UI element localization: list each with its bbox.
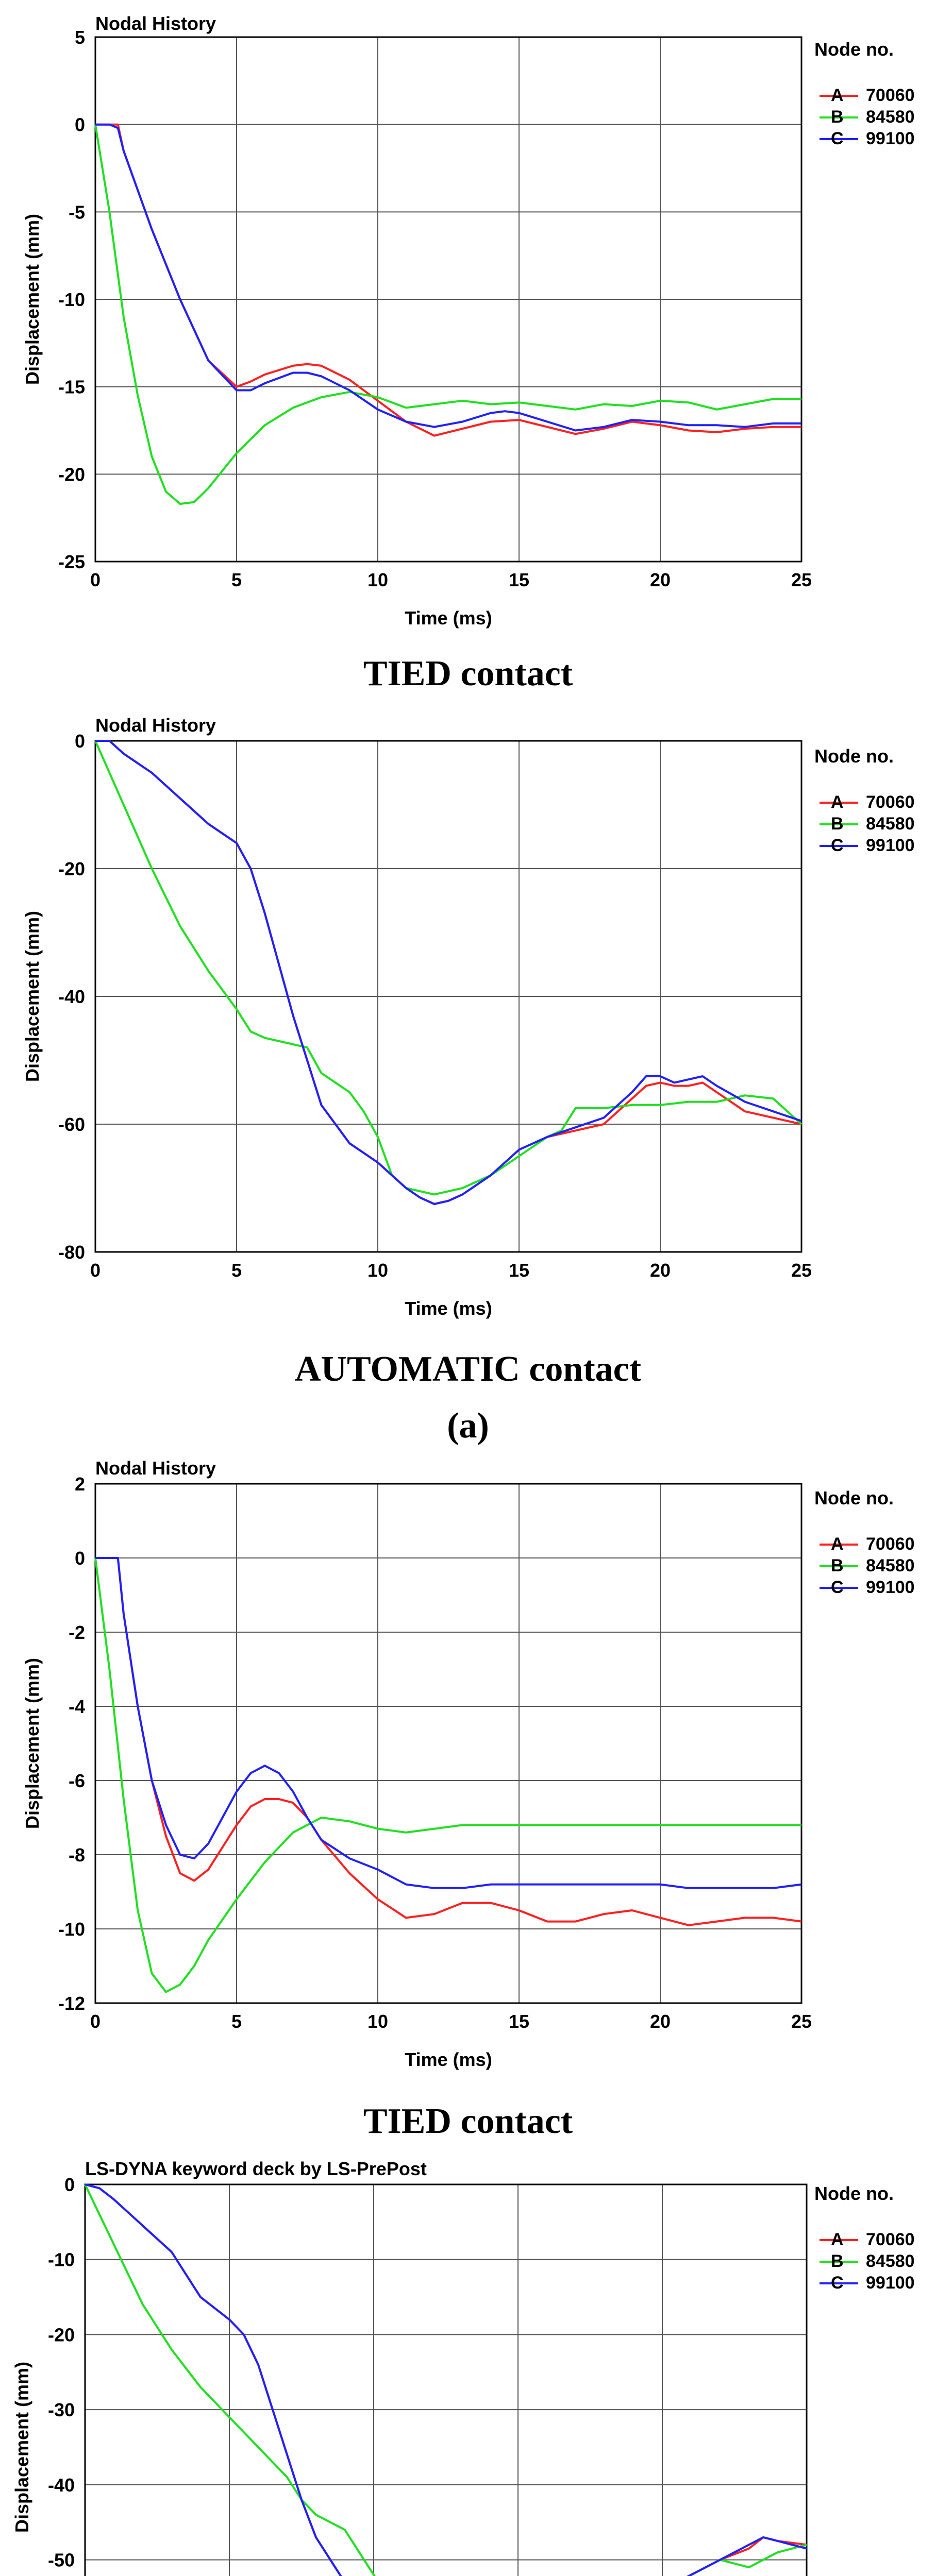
chart-0-legend-marker-0: A [831, 86, 844, 105]
chart-1-xtick-4: 20 [649, 1260, 671, 1281]
chart-2-xtick-3: 15 [508, 2011, 530, 2032]
chart-1-ytick-1: -20 [58, 858, 85, 879]
chart-3-legend-title: Node no. [814, 2183, 894, 2204]
chart-2-ytick-2: -2 [68, 1622, 85, 1643]
chart-3-legend-marker-0: A [831, 2230, 844, 2249]
chart-1-caption: AUTOMATIC contact [294, 1349, 642, 1389]
chart-1-ylabel: Displacement (mm) [22, 910, 43, 1082]
chart-0-ylabel: Displacement (mm) [22, 213, 43, 385]
chart-1-title: Nodal History [95, 715, 216, 736]
chart-1-legend-marker-1: B [831, 814, 844, 834]
chart-0-xlabel: Time (ms) [405, 607, 492, 629]
chart-1-xtick-5: 25 [791, 1260, 812, 1281]
chart-0-xtick-5: 25 [791, 569, 812, 590]
chart-0-ytick-5: -20 [58, 464, 85, 485]
chart-2-legend-label-2: 99100 [866, 1578, 915, 1597]
chart-2-xtick-5: 25 [791, 2011, 812, 2032]
chart-2-xtick-1: 5 [231, 2011, 242, 2032]
chart-0-legend-title: Node no. [814, 39, 894, 60]
chart-0-xtick-0: 0 [90, 569, 101, 590]
chart-2-title: Nodal History [95, 1458, 216, 1479]
chart-2-caption: TIED contact [363, 2102, 573, 2141]
chart-1-ytick-2: -40 [58, 986, 85, 1007]
chart-3-ytick-3: -30 [47, 2399, 75, 2421]
chart-2-xtick-4: 20 [649, 2011, 671, 2032]
chart-3-ytick-2: -20 [47, 2324, 75, 2346]
chart-1-xtick-0: 0 [90, 1260, 101, 1281]
chart-3-ytick-5: -50 [47, 2549, 75, 2571]
chart-1-legend-title: Node no. [814, 745, 894, 767]
chart-0-ytick-4: -15 [58, 376, 85, 398]
chart-2-legend-title: Node no. [814, 1487, 894, 1509]
chart-1-xtick-1: 5 [231, 1260, 242, 1281]
chart-1-ytick-3: -60 [58, 1114, 85, 1135]
chart-3-legend-marker-1: B [831, 2251, 844, 2271]
chart-2-legend-marker-2: C [831, 1578, 844, 1597]
chart-0-ytick-1: 0 [74, 114, 85, 135]
chart-1-legend-marker-2: C [831, 836, 844, 855]
chart-0-xtick-4: 20 [649, 569, 671, 590]
chart-3-ytick-1: -10 [47, 2249, 75, 2270]
chart-0-ytick-6: -25 [58, 551, 85, 572]
chart-2-ytick-4: -6 [68, 1770, 85, 1791]
chart-2-ytick-6: -10 [58, 1919, 85, 1940]
chart-0-legend-label-0: 70060 [866, 86, 915, 105]
chart-2-xtick-0: 0 [90, 2011, 101, 2032]
chart-0-legend-marker-2: C [831, 129, 844, 148]
chart-2-legend-label-1: 84580 [866, 1556, 915, 1575]
chart-1-xtick-2: 10 [367, 1260, 389, 1281]
chart-3-legend-label-2: 99100 [866, 2273, 915, 2293]
chart-3-ytick-0: 0 [64, 2174, 75, 2195]
chart-2-ylabel: Displacement (mm) [22, 1657, 43, 1829]
chart-3-ylabel: Displacement (mm) [11, 2361, 32, 2533]
chart-0-legend-label-2: 99100 [866, 129, 915, 148]
chart-0-xtick-2: 10 [367, 569, 389, 590]
chart-0-ytick-2: -5 [68, 201, 85, 223]
chart-3-legend-label-1: 84580 [866, 2251, 915, 2271]
chart-1-legend-label-0: 70060 [866, 792, 915, 812]
chart-2-legend-marker-0: A [831, 1534, 844, 1554]
chart-3-title: LS-DYNA keyword deck by LS-PrePost [85, 2158, 427, 2179]
chart-1-legend-marker-0: A [831, 792, 844, 812]
chart-0-caption: TIED contact [363, 654, 573, 693]
chart-2-legend-marker-1: B [831, 1556, 844, 1575]
chart-1-ytick-4: -80 [58, 1242, 85, 1263]
chart-1-xtick-3: 15 [508, 1260, 530, 1281]
chart-2-legend-label-0: 70060 [866, 1534, 915, 1554]
subfigure-label-a: (a) [447, 1406, 489, 1446]
chart-2-ytick-5: -8 [68, 1844, 85, 1866]
chart-0-title: Nodal History [95, 13, 216, 34]
chart-1-legend-label-2: 99100 [866, 836, 915, 855]
chart-3-legend-marker-2: C [831, 2273, 844, 2293]
chart-2-ytick-0: 2 [74, 1473, 85, 1495]
chart-0-legend-label-1: 84580 [866, 107, 915, 127]
chart-2-ytick-3: -4 [68, 1696, 85, 1717]
chart-2-ytick-1: 0 [74, 1548, 85, 1569]
chart-0-xtick-1: 5 [231, 569, 242, 590]
chart-0-xtick-3: 15 [508, 569, 530, 590]
chart-0-legend-marker-1: B [831, 107, 844, 127]
chart-3-ytick-4: -40 [47, 2474, 75, 2496]
chart-2-ytick-7: -12 [58, 1993, 85, 2014]
chart-2-xtick-2: 10 [367, 2011, 389, 2032]
chart-1-xlabel: Time (ms) [405, 1298, 492, 1319]
chart-1-legend-label-1: 84580 [866, 814, 915, 834]
chart-0-ytick-0: 5 [74, 27, 85, 48]
chart-0-ytick-3: -10 [58, 289, 85, 310]
chart-3-legend-label-0: 70060 [866, 2230, 915, 2249]
chart-1-ytick-0: 0 [74, 731, 85, 752]
chart-2-xlabel: Time (ms) [405, 2049, 492, 2070]
